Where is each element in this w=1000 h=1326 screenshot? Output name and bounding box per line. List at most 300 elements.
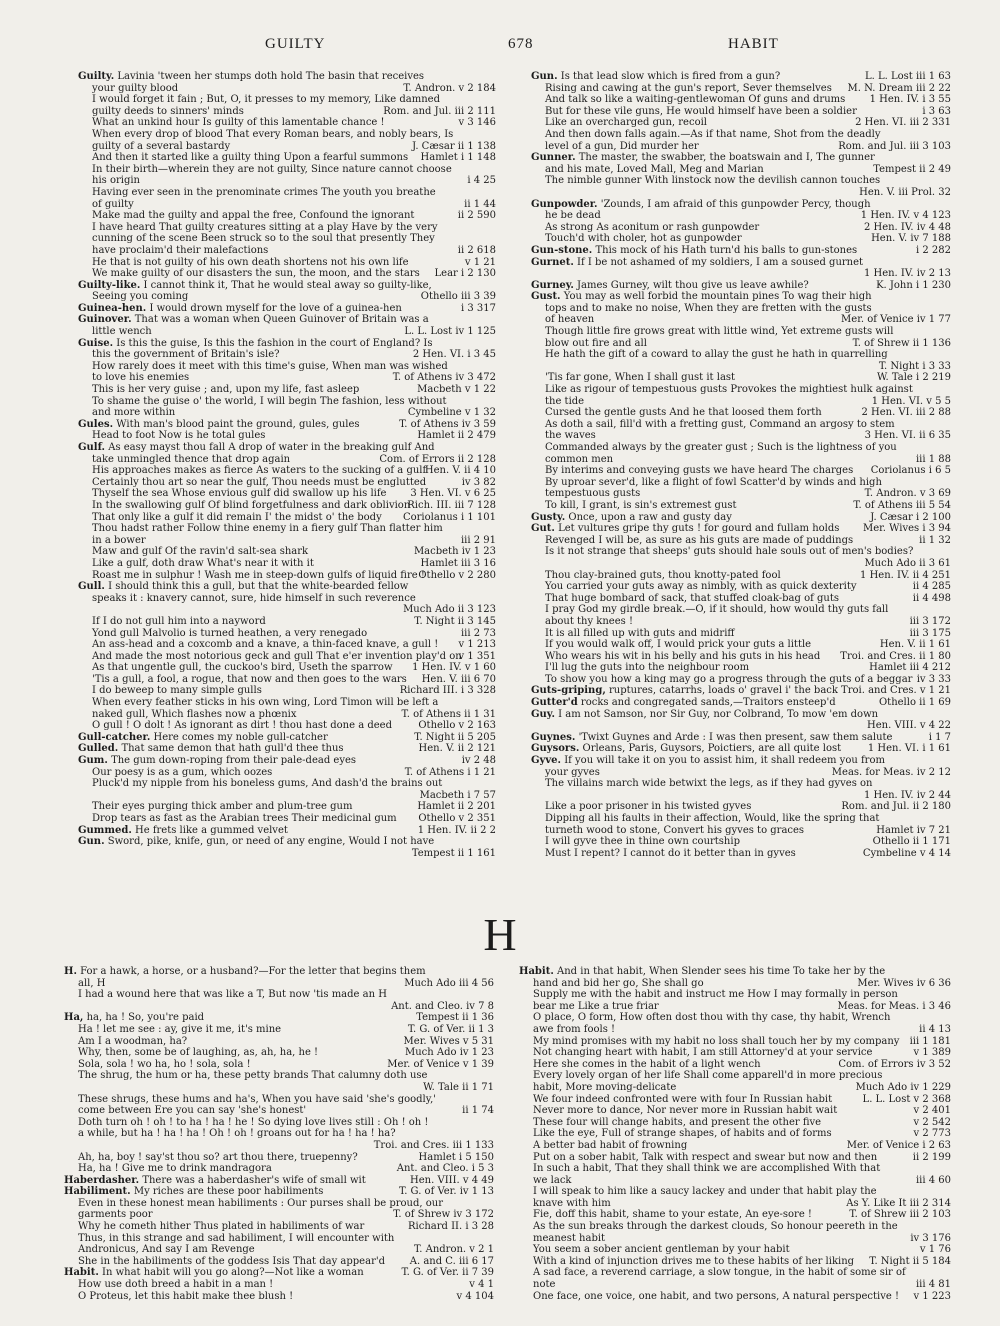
entry-line [78, 314, 496, 326]
citation: T. of Athens iv 3 472 [392, 372, 496, 384]
quotation-text: O place, O form, How often dost thou with thy case, thy habit, Wrench [533, 1012, 891, 1024]
quotation-text: Though little fire grows great with little wind, Yet extreme gusts will [545, 326, 894, 338]
header-right-word: HABIT [728, 36, 779, 52]
quotation-text: You carried your guts away as nimbly, with as quick dexterity [545, 581, 857, 593]
entry-line [78, 732, 496, 744]
headword: Gusty. [531, 511, 566, 523]
entry-line [531, 419, 951, 431]
quotation-text: rocks and congregated sands,—Traitors ensteep'd [580, 697, 836, 709]
bottom-left-column [64, 966, 494, 1302]
entry-line [78, 836, 496, 848]
quotation-text: The master, the swabber, the boatswain and I, The gunner [578, 152, 875, 164]
citation: T. of Athens i 1 21 [404, 766, 496, 778]
quotation-text: the tide [545, 395, 585, 407]
quotation-text: 'Tis far gone, When I shall gust it last [545, 372, 736, 384]
entry-line [531, 407, 951, 419]
quotation-text: To shame the guise o' the world, I will begin The fashion, less without [92, 395, 447, 407]
citation: K. John i 1 230 [876, 279, 951, 291]
citation: 2 Hen. VI. iii 2 331 [855, 117, 951, 129]
entry-line [64, 1233, 494, 1245]
quotation-text: What an unkind hour Is guilty of this lamentable chance ! [92, 117, 385, 129]
quotation-text: We make guilty of our disasters the sun, the moon, and the stars [92, 268, 420, 280]
quotation-text: Their eyes purging thick amber and plum-tree gum [92, 801, 353, 813]
citation: Hamlet i 1 148 [420, 152, 496, 164]
citation: Hamlet i 5 150 [418, 1151, 494, 1163]
entry-line [519, 1244, 951, 1256]
quotation-text: She in the habiliments of the goddess Isis That day appear'd [78, 1255, 385, 1267]
citation: Mer. Wives v 5 31 [403, 1035, 494, 1047]
headword: Gummed. [78, 824, 132, 836]
entry-line [78, 384, 496, 396]
quotation-text: A sad face, a reverend carriage, a slow tongue, in the habit of some sir of [533, 1267, 906, 1279]
citation: Much Ado iv 1 23 [404, 1047, 494, 1059]
quotation-text: When every feather sticks in his own wing, Lord Timon will be left a [92, 697, 439, 709]
quotation-text: An ass-head and a coxcomb and a knave, a thin-faced knave, a gull ! [92, 639, 439, 651]
citation: 1 Hen. IV. v 4 123 [860, 210, 951, 222]
headword: Ha, [64, 1012, 84, 1024]
entry-line [519, 1128, 951, 1140]
citation: A. and C. iii 6 17 [409, 1255, 494, 1267]
citation: Othello ii 1 69 [878, 697, 951, 709]
entry-line [78, 628, 496, 640]
quotation-text: Like an overcharged gun, recoil [545, 117, 707, 129]
quotation-text: How rarely does it meet with this time's guise, When man was wished [92, 360, 448, 372]
citation: v 1 351 [458, 650, 496, 662]
quotation-text: A better bad habit of frowning [533, 1139, 688, 1151]
citation: Hen. V. ii 4 10 [424, 465, 496, 477]
citation: iv 3 33 [916, 673, 951, 685]
quotation-text: I cannot think it, That he would steal away so guilty-like, [143, 279, 432, 291]
entry-line [531, 570, 951, 582]
quotation-text: And made the most notorious geck and gull That e'er invention play'd on [92, 650, 462, 662]
entry-line [531, 430, 951, 442]
quotation-text: Our poesy is as a gum, which oozes [92, 766, 273, 778]
citation: ii 4 498 [912, 592, 951, 604]
entry-line [78, 94, 496, 106]
citation: J. Cæsar i 2 100 [870, 511, 951, 523]
headword: Gules. [78, 418, 114, 430]
entry-line [531, 697, 951, 709]
citation: Hen. VIII. v 4 22 [867, 720, 951, 732]
citation: ii 2 199 [912, 1151, 951, 1163]
entry-line [531, 801, 951, 813]
entry-line [519, 1175, 951, 1187]
quotation-text: I am not Samson, nor Sir Guy, nor Colbrand, To mow 'em down [558, 708, 879, 720]
citation: Meas. for Meas. i 3 46 [837, 1000, 951, 1012]
quotation-text: Ah, ha, boy ! say'st thou so? art thou there, truepenny? [78, 1151, 358, 1163]
headword: Guinover. [78, 314, 132, 326]
quotation-text: Thou clay-brained guts, thou knotty-pated fool [545, 569, 781, 581]
quotation-text: garments poor [78, 1209, 153, 1221]
quotation-text: These shrugs, these hums and ha's, When you have said 'she's goodly,' [78, 1093, 436, 1105]
entry-line [531, 546, 951, 558]
citation: v 2 401 [913, 1105, 951, 1117]
citation: Richard III. i 3 328 [399, 685, 496, 697]
citation: 1 Hen. IV. iv 2 13 [863, 268, 951, 280]
entry-line [531, 164, 951, 176]
entry-line [519, 1198, 951, 1210]
quotation-text: O gull ! O dolt ! As ignorant as dirt ! thou hast done a deed [92, 720, 392, 732]
entry-line [64, 1221, 494, 1233]
entry-line [519, 1186, 951, 1198]
entry-line [78, 349, 496, 361]
right-column [531, 71, 951, 859]
citation: Mer. of Venice i 2 63 [846, 1139, 951, 1151]
entry-line [78, 570, 496, 582]
citation: Hen. V. iv 7 188 [871, 233, 951, 245]
quotation-text: awe from fools ! [533, 1023, 616, 1035]
entry-line [78, 616, 496, 628]
entry-line [519, 1024, 951, 1036]
citation: T. Andron. v 3 69 [864, 488, 951, 500]
entry-line [531, 71, 951, 83]
quotation-text: about thy knees ! [545, 615, 633, 627]
entry-line [64, 1267, 494, 1279]
quotation-text: Lavinia 'tween her stumps doth hold The basin that receives [117, 71, 425, 82]
entry-line [519, 1140, 951, 1152]
quotation-text: Here she comes in the habit of a light wench [533, 1058, 761, 1070]
quotation-text: My riches are these poor habiliments [133, 1186, 324, 1198]
entry-line [531, 361, 951, 373]
citation: 1 Hen. IV. i 3 55 [869, 94, 951, 106]
citation: T. of Athens iii 5 54 [853, 499, 951, 511]
citation: Rom. and Jul. iii 2 111 [383, 105, 496, 117]
citation: iii 2 91 [460, 534, 496, 546]
quotation-text: Head to foot Now is he total gules [92, 430, 266, 442]
entry-line [519, 978, 951, 990]
citation: 3 Hen. VI. ii 6 35 [864, 430, 951, 442]
entry-line [64, 1152, 494, 1164]
entry-line [531, 488, 951, 500]
entry-line [78, 396, 496, 408]
headword: Guilty. [78, 71, 115, 82]
citation: W. Tale ii 1 71 [423, 1081, 494, 1093]
section-letter: H [483, 909, 517, 960]
entry-line [78, 372, 496, 384]
quotation-text: By interims and conveying gusts we have heard The charges [545, 465, 854, 477]
entry-line [519, 1012, 951, 1024]
entry-line [64, 1117, 494, 1129]
entry-line [78, 210, 496, 222]
quotation-text: take unmingled thence that drop again [92, 453, 291, 465]
entry-line [531, 291, 951, 303]
entry-line [519, 1152, 951, 1164]
citation: 1 Hen. IV. ii 4 251 [860, 569, 951, 581]
entry-line [78, 546, 496, 558]
citation: Othello v 2 280 [418, 569, 496, 581]
citation: T. Night ii 5 184 [869, 1255, 951, 1267]
quotation-text: Yond gull Malvolio is turned heathen, a very renegado [92, 627, 368, 639]
entry-line [78, 141, 496, 153]
citation: T. Night i 3 33 [878, 360, 951, 372]
entry-line [64, 1094, 494, 1106]
entry-line [64, 1256, 494, 1268]
citation: Com. of Errors iv 3 52 [838, 1058, 951, 1070]
quotation-text: in a bower [92, 534, 146, 546]
entry-line [531, 512, 951, 524]
citation: T. Andron. v 2 1 [414, 1244, 494, 1256]
entry-line [64, 1291, 494, 1303]
quotation-text: Why, then, some be of laughing, as, ah, ha, he ! [78, 1047, 319, 1059]
headword: Habit. [64, 1267, 99, 1279]
entry-line [78, 662, 496, 674]
citation: Hamlet iii 3 16 [420, 557, 496, 569]
citation: Troi. and Cres. v 1 21 [841, 685, 951, 697]
quotation-text: this the government of Britain's isle? [92, 349, 280, 361]
headword: Gut. [531, 523, 555, 535]
entry-line [531, 141, 951, 153]
entry-line [78, 697, 496, 709]
entry-line [531, 175, 951, 187]
entry-line [531, 442, 951, 454]
quotation-text: turneth wood to stone, Convert his gyves to graces [545, 824, 805, 836]
quotation-text: If I do not gull him into a nayword [92, 615, 266, 627]
entry-line [531, 222, 951, 234]
quotation-text: Why he cometh hither Thus plated in habiliments of war [78, 1221, 365, 1233]
headword: Gurney. [531, 279, 574, 291]
headword: Gun. [531, 71, 558, 82]
quotation-text: have proclaim'd their malefactions [92, 244, 269, 256]
quotation-text: If you would walk off, I would prick your guts a little [545, 639, 812, 651]
citation: Troi. and Cres. iii 1 133 [373, 1139, 494, 1151]
entry-line [64, 1036, 494, 1048]
headword: Gull-catcher. [78, 731, 151, 743]
quotation-text: Every lovely organ of her life Shall come apparell'd in more precious [533, 1070, 883, 1082]
entry-line [531, 581, 951, 593]
quotation-text: guilty deeds to sinners' minds [92, 105, 244, 117]
quotation-text: But for these vile guns, He would himself have been a soldier [545, 105, 857, 117]
entry-line [531, 616, 951, 628]
quotation-text: He hath the gift of a coward to allay the gust he hath in quarrelling [545, 349, 888, 361]
quotation-text: tops and to make no noise, When they are fretten with the gusts [545, 302, 872, 314]
quotation-text: Is that lead slow which is fired from a gun? [560, 71, 781, 82]
entry-line [519, 1059, 951, 1071]
quotation-text: With a kind of injunction drives me to these habits of her liking [533, 1255, 855, 1267]
quotation-text: Make mad the guilty and appal the free, Confound the ignorant [92, 210, 415, 222]
entry-line [78, 755, 496, 767]
citation: T. G. of Ver. ii 1 3 [407, 1023, 494, 1035]
entry-line [519, 1094, 951, 1106]
entry-line [531, 117, 951, 129]
citation: iii 3 172 [909, 615, 951, 627]
entry-line [64, 1279, 494, 1291]
entry-line [531, 674, 951, 686]
citation: T. of Shrew ii 1 136 [852, 337, 951, 349]
citation: iii 4 60 [915, 1174, 951, 1186]
citation: Coriolanus i 1 101 [402, 511, 496, 523]
entry-line [78, 419, 496, 431]
entry-line [531, 767, 951, 779]
entry-line [519, 1279, 951, 1291]
quotation-text: I would drown myself for the love of a guinea-hen [149, 302, 402, 314]
quotation-text: This mock of his Hath turn'd his balls to gun-stones [595, 244, 858, 256]
quotation-text: Having ever seen in the prenominate crimes The youth you breathe [92, 186, 436, 198]
entry-line [78, 454, 496, 466]
quotation-text: his origin [92, 175, 140, 187]
citation: Hamlet ii 2 201 [417, 801, 496, 813]
citation: ii 4 13 [919, 1023, 951, 1035]
entry-line [531, 106, 951, 118]
entry-line [531, 848, 951, 860]
entry-line [531, 639, 951, 651]
entry-line [531, 535, 951, 547]
citation: Hen. V. iii Prol. 32 [859, 186, 951, 198]
headword: Gun. [78, 836, 105, 848]
citation: W. Tale i 2 219 [876, 372, 951, 384]
citation: T. of Athens iv 3 59 [399, 418, 496, 430]
quotation-text: The gum down-roping from their pale-dead eyes [111, 755, 357, 767]
citation: Macbeth v 1 22 [417, 384, 496, 396]
headword: Guysors. [531, 743, 580, 755]
entry-line [531, 651, 951, 663]
quotation-text: Cursed the gentle gusts And he that loosed them forth [545, 407, 822, 419]
citation: ii 4 285 [912, 581, 951, 593]
quotation-text: come between Ere you can say 'she's honest' [78, 1105, 307, 1117]
citation: i 1 7 [928, 731, 951, 743]
entry-line [78, 152, 496, 164]
entry-line [78, 825, 496, 837]
quotation-text: As that ungentle gull, the cuckoo's bird, Useth the sparrow [92, 662, 393, 674]
quotation-text: To kill, I grant, is sin's extremest gust [545, 499, 737, 511]
entry-line [78, 175, 496, 187]
citation: Coriolanus i 6 5 [870, 465, 951, 477]
citation: Mer. of Venice iv 1 77 [841, 314, 951, 326]
quotation-text: I would forget it fain ; But, O, it presses to my memory, Like damned [92, 94, 440, 106]
entry-line [78, 83, 496, 95]
quotation-text: habit, More moving-delicate [533, 1081, 677, 1093]
citation: iii 2 73 [460, 627, 496, 639]
citation: Much Ado iii 4 56 [404, 977, 494, 989]
headword: Guinea-hen. [78, 302, 147, 314]
quotation-text: One face, one voice, one habit, and two persons, A natural perspective ! [533, 1290, 899, 1302]
entry-line [78, 199, 496, 211]
quotation-text: I pray God my girdle break.—O, if it should, how would thy guts fall [545, 604, 889, 616]
quotation-text: Fie, doff this habit, shame to your estate, An eye-sore ! [533, 1209, 812, 1221]
quotation-text: That huge bombard of sack, that stuffed cloak-bag of guts [545, 592, 839, 604]
quotation-text: Seeing you coming [92, 291, 189, 303]
entry-line [531, 755, 951, 767]
citation: v 1 21 [464, 256, 496, 268]
quotation-text: Roast me in sulphur ! Wash me in steep-down gulfs of liquid fire ! [92, 569, 425, 581]
entry-line [531, 280, 951, 292]
citation: 2 Hen. IV. iv 4 48 [863, 221, 951, 233]
citation: Rich. III. iii 7 128 [407, 499, 496, 511]
entry-line [78, 743, 496, 755]
headword: Habit. [519, 966, 554, 977]
entry-line [78, 535, 496, 547]
quotation-text: To show you how a king may go a progress through the guts of a beggar [545, 673, 913, 685]
quotation-text: In such a habit, That they shall think we are accomplished With that [533, 1163, 881, 1175]
entry-line [531, 500, 951, 512]
quotation-text: a while, but ha ! ha ! ha ! Oh ! oh ! groans out for ha ! ha ! ha? [78, 1128, 396, 1140]
entry-line [531, 558, 951, 570]
citation: Cymbeline v 1 32 [407, 407, 496, 419]
entry-line [78, 117, 496, 129]
entry-line [78, 558, 496, 570]
headword: Gunner. [531, 152, 576, 164]
citation: Mer. Wives i 3 94 [862, 523, 951, 535]
quotation-text: Drop tears as fast as the Arabian trees Their medicinal gum [92, 813, 397, 824]
quotation-text: Am I a woodman, ha? [78, 1035, 188, 1047]
entry-line [64, 1059, 494, 1071]
entry-line [531, 94, 951, 106]
citation: Rom. and Jul. iii 3 103 [838, 140, 951, 152]
running-header [0, 36, 1000, 60]
entry-line [531, 523, 951, 535]
citation: Ant. and Cleo. i 5 3 [396, 1163, 494, 1175]
entry-line [78, 639, 496, 651]
entry-line [78, 790, 496, 802]
quotation-text: and more within [92, 407, 176, 419]
quotation-text: In what habit will you go along?—Not like a woman [102, 1267, 364, 1279]
entry-line [78, 523, 496, 535]
entry-line [531, 349, 951, 361]
entry-line [78, 512, 496, 524]
citation: T. of Shrew iii 2 103 [849, 1209, 951, 1221]
citation: Lear i 2 130 [434, 268, 496, 280]
citation: Macbeth i 7 57 [419, 789, 496, 801]
quotation-text: Maw and gulf Of the ravin'd salt-sea shark [92, 546, 309, 558]
quotation-text: ruptures, catarrhs, loads o' gravel i' the back [609, 685, 838, 697]
quotation-text: guilty of a several bastardy [92, 140, 231, 152]
quotation-text: the waves [545, 430, 596, 442]
citation: v 4 1 [469, 1279, 494, 1291]
entry-line [519, 1117, 951, 1129]
quotation-text: of heaven [545, 314, 595, 326]
entry-line [519, 1105, 951, 1117]
quotation-text: Revenged I will be, as sure as his guts are made of puddings [545, 534, 854, 546]
citation: iv 3 82 [461, 476, 496, 488]
entry-line [78, 674, 496, 686]
entry-line [531, 465, 951, 477]
quotation-text: This is her very guise ; and, upon my life, fast asleep [92, 384, 360, 396]
citation: Mer. Wives iv 6 36 [857, 977, 951, 989]
entry-line [78, 245, 496, 257]
citation: Mer. of Venice v 1 39 [387, 1058, 494, 1070]
entry-line [519, 1233, 951, 1245]
citation: Othello iii 3 39 [420, 291, 496, 303]
headword: Gurnet. [531, 256, 574, 268]
citation: Hen. V. ii 1 61 [879, 639, 951, 651]
quotation-text: cunning of the scene Been struck so to the soul that presently They [92, 233, 435, 245]
citation: iii 1 88 [915, 453, 951, 465]
entry-line [64, 1012, 494, 1024]
quotation-text: And then down falls again.—As if that name, Shot from the deadly [545, 128, 881, 140]
entry-line [64, 1024, 494, 1036]
quotation-text: Once, upon a raw and gusty day [568, 511, 732, 523]
quotation-text: The shrug, the hum or ha, these petty brands That calumny doth use [78, 1070, 428, 1082]
entry-line [531, 454, 951, 466]
headword: Habiliment. [64, 1186, 131, 1198]
citation: Much Ado ii 3 61 [864, 557, 951, 569]
citation: Much Ado ii 3 123 [403, 604, 496, 616]
citation: Ant. and Cleo. iv 7 8 [391, 1000, 494, 1012]
quotation-text: The nimble gunner With linstock now the devilish cannon touches [545, 175, 881, 187]
citation: v 3 146 [458, 117, 496, 129]
entry-line [64, 1175, 494, 1187]
entry-line [531, 187, 951, 199]
quotation-text: Put on a sober habit, Talk with respect and swear but now and then [533, 1151, 878, 1163]
entry-line [78, 291, 496, 303]
quotation-text: little wench [92, 326, 152, 338]
citation: Macbeth iv 1 23 [413, 546, 496, 558]
quotation-text: That same demon that hath gull'd thee thus [121, 743, 344, 755]
quotation-text: With man's blood paint the ground, gules, gules [116, 418, 360, 430]
citation: Meas. for Meas. iv 2 12 [831, 766, 951, 778]
citation: T. Night ii 5 205 [414, 731, 496, 743]
quotation-text: You seem a sober ancient gentleman by your habit [533, 1244, 790, 1256]
citation: Othello ii 1 171 [872, 836, 951, 848]
